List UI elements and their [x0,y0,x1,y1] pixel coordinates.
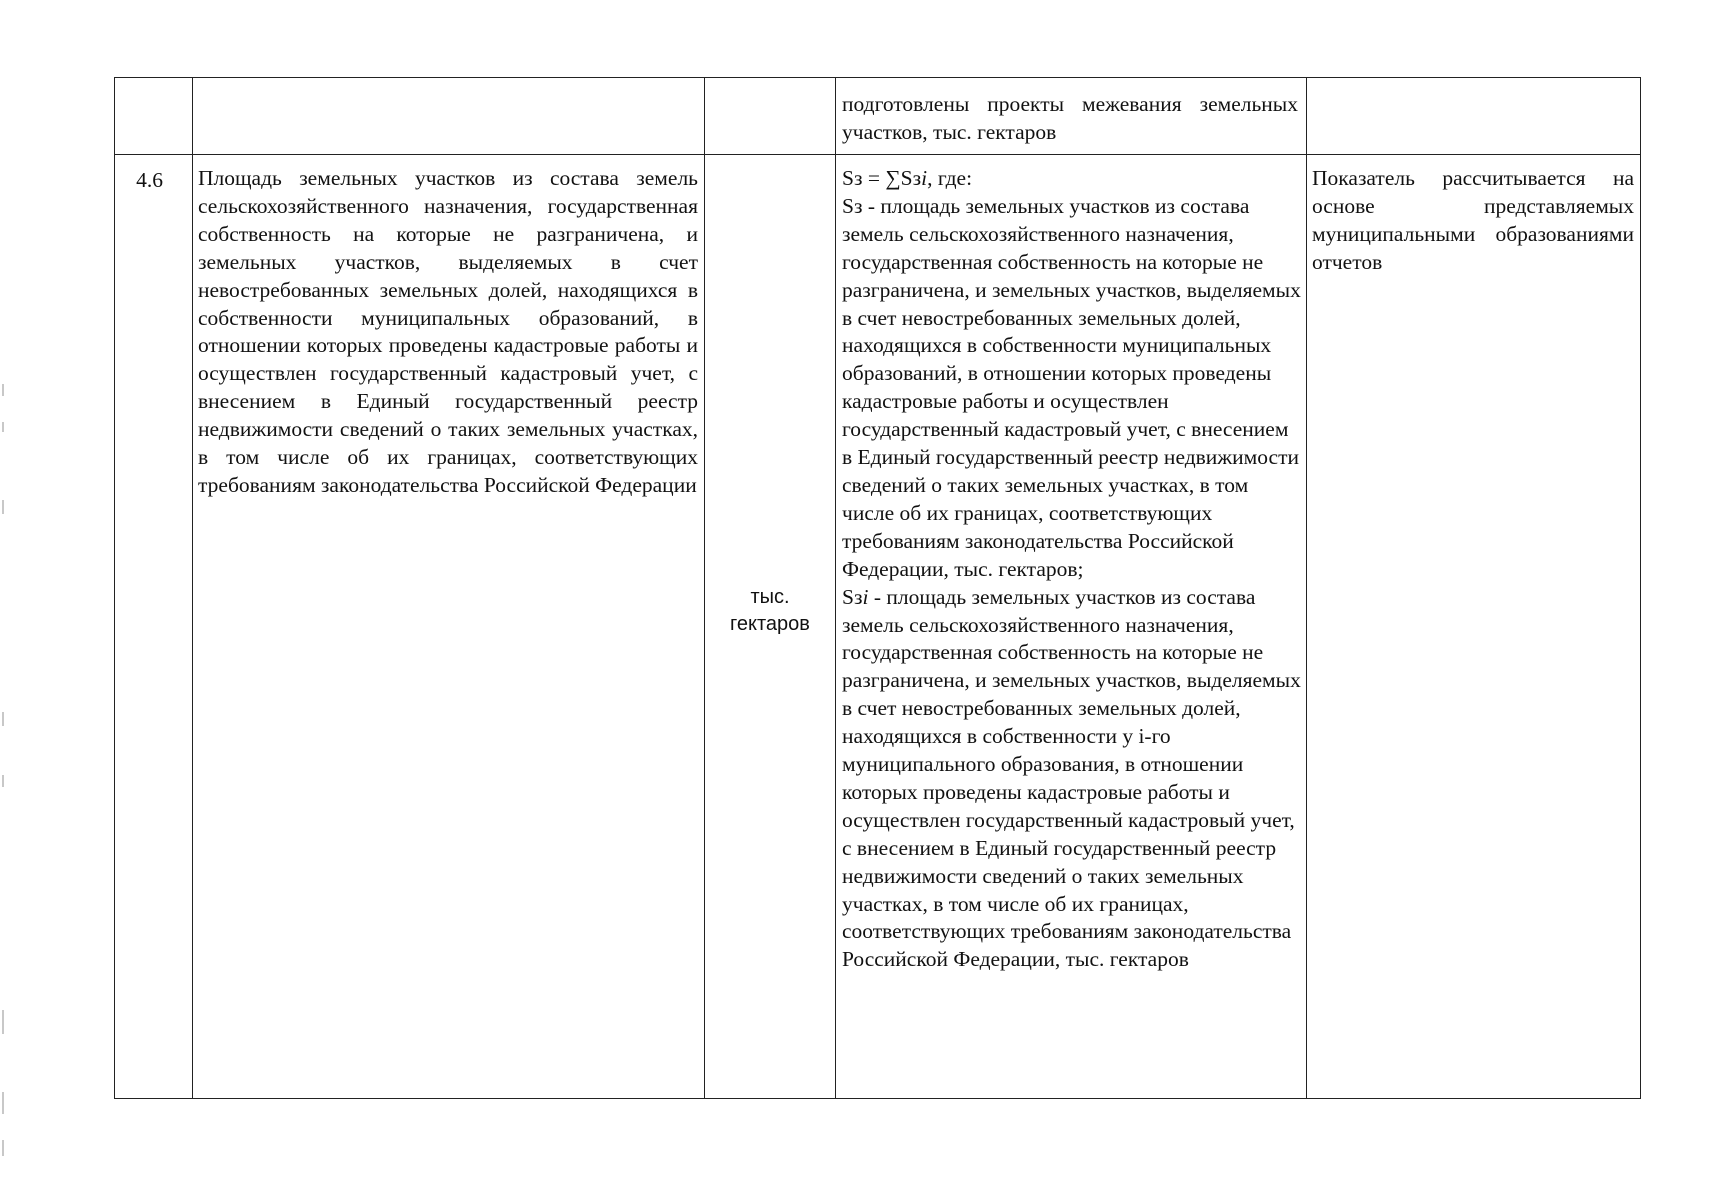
cell-note [1307,155,1641,1099]
scan-mark [2,712,4,726]
indicator-name: Площадь земельных участков из состава земель сельскохозяйственного назначения, государственная собственность на которые не разграничена, и земельных участков, выделяемых в счет невостребованных земельных долей, находящихся в собственности муниципальных образований, в отношении которых проведены кадастровые работы и осуществлен государственный кадастровый учет, с внесением в Единый государственный реестр недвижимости сведений о таких земельных участках, в том числе об их границах, соответствующих требованиям законодательства Российской Федерации [198,166,698,497]
cell-unit [705,155,836,1099]
scan-mark [2,1010,4,1034]
definition-item [842,584,1302,975]
definition-item-text: - площадь земельных участков из состава земель сельскохозяйственного назначения, государственная собственность на которые не разграничена, и земельных участков, выделяемых в счет невостребованных земельных долей, находящихся в собственности у i-го муниципального образования, в отношении которых проведены кадастровые работы и осуществлен государственный кадастровый учет, с внесением в Единый государственный реестр недвижимости сведений о таких земельных участках, в том числе об их границах, соответствующих требованиям законодательства Российской Федерации, тыс. гектаров [842,584,1301,972]
scan-mark [2,422,4,432]
table-row-continuation [115,78,1641,155]
formula-suffix: , где: [927,166,973,190]
cell-name-empty [193,78,705,155]
scan-mark [2,384,4,396]
unit-line-2: гектаров [730,612,810,635]
definition-item-var: i [862,584,869,609]
indicators-table [114,77,1641,1099]
cell-unit-empty [705,78,836,155]
formula-lhs: Sз = ∑Sз [842,166,922,190]
unit-line-1: тыс. [750,585,790,608]
scan-mark [2,1140,4,1156]
scan-mark [2,500,4,514]
calculation-note: Показатель рассчитывается на основе представляемых муниципальными образованиями отчетов [1312,166,1634,274]
cell-note-empty [1307,78,1641,155]
formula-var: i [921,166,928,190]
table-row-4-6 [115,155,1641,1099]
scan-mark [2,1092,4,1114]
cell-name [193,155,705,1099]
unit-of-measure [705,584,835,670]
cell-number [115,155,193,1099]
scan-mark [2,775,4,787]
cell-formula [836,155,1307,1099]
cell-number-empty [115,78,193,155]
formula-line [842,165,1302,193]
cell-formula-continuation [836,78,1307,155]
formula-continuation-text: подготовлены проекты межевания земельных участков, тыс. гектаров [842,92,1298,144]
calculation-method [836,155,1306,974]
definition-item-symbol: Sз [842,584,863,609]
definition-total: Sз - площадь земельных участков из состава земель сельскохозяйственного назначения, государственная собственность на которые не разграничена, и земельных участков, выделяемых в счет невостребованных земельных долей, находящихся в собственности муниципальных образований, в отношении которых проведены кадастровые работы и осуществлен государственный кадастровый учет, с внесением в Единый государственный реестр недвижимости сведений о таких земельных участках, в том числе об их границах, соответствующих требованиям законодательства Российской Федерации, тыс. гектаров; [842,193,1301,581]
row-number: 4.6 [136,168,163,192]
